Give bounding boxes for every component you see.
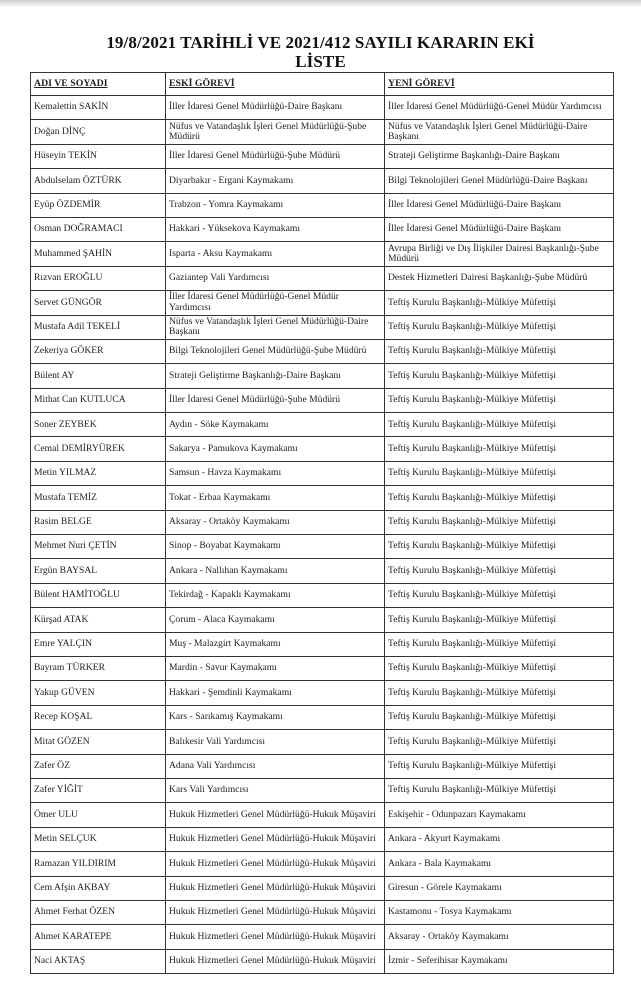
- cell-old-position: Hukuk Hizmetleri Genel Müdürlüğü-Hukuk Müşaviri: [166, 900, 385, 924]
- cell-old-position: Gaziantep Vali Yardımcısı: [166, 266, 385, 290]
- cell-new-position: Eskişehir - Odunpazarı Kaymakamı: [385, 803, 614, 827]
- cell-name: Muhammed ŞAHİN: [31, 242, 166, 266]
- table-row: [31, 364, 614, 388]
- cell-new-position: Ankara - Bala Kaymakamı: [385, 852, 614, 876]
- table-row: [31, 510, 614, 534]
- table-row: [31, 705, 614, 729]
- cell-name: Emre YALÇIN: [31, 632, 166, 656]
- cell-old-position: Bilgi Teknolojileri Genel Müdürlüğü-Şube Müdürü: [166, 339, 385, 363]
- header-old-position: ESKİ GÖREVİ: [166, 73, 385, 96]
- appointments-table: [30, 72, 614, 974]
- cell-old-position: Isparta - Aksu Kaymakamı: [166, 242, 385, 266]
- table-row: [31, 754, 614, 778]
- cell-old-position: Kars Vali Yardımcısı: [166, 778, 385, 802]
- cell-new-position: Teftiş Kurulu Başkanlığı-Mülkiye Müfettişi: [385, 364, 614, 388]
- cell-name: Rasim BELGE: [31, 510, 166, 534]
- cell-new-position: Teftiş Kurulu Başkanlığı-Mülkiye Müfettişi: [385, 291, 614, 315]
- table-row: [31, 193, 614, 217]
- cell-old-position: İller İdaresi Genel Müdürlüğü-Şube Müdürü: [166, 144, 385, 168]
- table-row: [31, 535, 614, 559]
- document-subtitle: LİSTE: [295, 52, 346, 71]
- table-row: [31, 608, 614, 632]
- cell-name: Doğan DİNÇ: [31, 120, 166, 144]
- cell-old-position: İller İdaresi Genel Müdürlüğü-Şube Müdürü: [166, 388, 385, 412]
- cell-name: Zafer ÖZ: [31, 754, 166, 778]
- cell-new-position: İller İdaresi Genel Müdürlüğü-Daire Başkanı: [385, 217, 614, 241]
- cell-name: Cem Afşin AKBAY: [31, 876, 166, 900]
- cell-old-position: Hukuk Hizmetleri Genel Müdürlüğü-Hukuk Müşaviri: [166, 949, 385, 973]
- table-row: [31, 315, 614, 339]
- table-row: [31, 778, 614, 802]
- cell-old-position: Hakkari - Şemdinli Kaymakamı: [166, 681, 385, 705]
- cell-old-position: Hukuk Hizmetleri Genel Müdürlüğü-Hukuk Müşaviri: [166, 827, 385, 851]
- cell-old-position: Ankara - Nallıhan Kaymakamı: [166, 559, 385, 583]
- cell-old-position: Adana Vali Yardımcısı: [166, 754, 385, 778]
- table-row: [31, 217, 614, 241]
- cell-new-position: Kastamonu - Tosya Kaymakamı: [385, 900, 614, 924]
- cell-name: Bülent AY: [31, 364, 166, 388]
- document-title: 19/8/2021 TARİHLİ VE 2021/412 SAYILI KARARIN EKİ: [106, 33, 535, 52]
- cell-name: Metin YILMAZ: [31, 461, 166, 485]
- cell-name: Mitat GÖZEN: [31, 730, 166, 754]
- cell-new-position: Teftiş Kurulu Başkanlığı-Mülkiye Müfettişi: [385, 315, 614, 339]
- cell-new-position: Ankara - Akyurt Kaymakamı: [385, 827, 614, 851]
- cell-old-position: Aydın - Söke Kaymakamı: [166, 413, 385, 437]
- cell-old-position: Sinop - Boyabat Kaymakamı: [166, 535, 385, 559]
- cell-new-position: İzmir - Seferihisar Kaymakamı: [385, 949, 614, 973]
- cell-new-position: Teftiş Kurulu Başkanlığı-Mülkiye Müfettişi: [385, 559, 614, 583]
- cell-old-position: Aksaray - Ortaköy Kaymakamı: [166, 510, 385, 534]
- cell-new-position: Teftiş Kurulu Başkanlığı-Mülkiye Müfettişi: [385, 705, 614, 729]
- cell-new-position: Teftiş Kurulu Başkanlığı-Mülkiye Müfettişi: [385, 388, 614, 412]
- table-row: [31, 96, 614, 120]
- cell-old-position: Hukuk Hizmetleri Genel Müdürlüğü-Hukuk Müşaviri: [166, 803, 385, 827]
- cell-new-position: Teftiş Kurulu Başkanlığı-Mülkiye Müfettişi: [385, 510, 614, 534]
- header-new-position: YENİ GÖREVİ: [385, 73, 614, 96]
- cell-name: Kürşad ATAK: [31, 608, 166, 632]
- table-row: [31, 559, 614, 583]
- table-row: [31, 339, 614, 363]
- cell-name: Abdulselam ÖZTÜRK: [31, 169, 166, 193]
- cell-old-position: Nüfus ve Vatandaşlık İşleri Genel Müdürlüğü-Şube Müdürü: [166, 120, 385, 144]
- cell-old-position: Balıkesir Vali Yardımcısı: [166, 730, 385, 754]
- table-row: [31, 291, 614, 315]
- table-row: [31, 656, 614, 680]
- cell-new-position: Teftiş Kurulu Başkanlığı-Mülkiye Müfettişi: [385, 730, 614, 754]
- cell-new-position: Teftiş Kurulu Başkanlığı-Mülkiye Müfettişi: [385, 656, 614, 680]
- table-row: [31, 681, 614, 705]
- cell-new-position: Bilgi Teknolojileri Genel Müdürlüğü-Daire Başkanı: [385, 169, 614, 193]
- cell-name: Eyüp ÖZDEMİR: [31, 193, 166, 217]
- table-row: [31, 461, 614, 485]
- cell-old-position: Çorum - Alaca Kaymakamı: [166, 608, 385, 632]
- cell-old-position: İller İdaresi Genel Müdürlüğü-Daire Başkanı: [166, 96, 385, 120]
- table-row: [31, 852, 614, 876]
- cell-name: Ergün BAYSAL: [31, 559, 166, 583]
- cell-new-position: Teftiş Kurulu Başkanlığı-Mülkiye Müfettişi: [385, 632, 614, 656]
- table-row: [31, 900, 614, 924]
- cell-old-position: Samsun - Havza Kaymakamı: [166, 461, 385, 485]
- cell-name: Naci AKTAŞ: [31, 949, 166, 973]
- cell-new-position: Teftiş Kurulu Başkanlığı-Mülkiye Müfettişi: [385, 339, 614, 363]
- header-name: ADI VE SOYADI: [31, 73, 166, 96]
- table-row: [31, 242, 614, 266]
- cell-new-position: Teftiş Kurulu Başkanlığı-Mülkiye Müfettişi: [385, 583, 614, 607]
- cell-name: Bülent HAMİTOĞLU: [31, 583, 166, 607]
- cell-new-position: Teftiş Kurulu Başkanlığı-Mülkiye Müfettişi: [385, 754, 614, 778]
- cell-name: Ahmet Ferhat ÖZEN: [31, 900, 166, 924]
- table-row: [31, 632, 614, 656]
- table-row: [31, 266, 614, 290]
- table-row: [31, 413, 614, 437]
- cell-new-position: Teftiş Kurulu Başkanlığı-Mülkiye Müfettişi: [385, 437, 614, 461]
- cell-name: Bayram TÜRKER: [31, 656, 166, 680]
- cell-new-position: Teftiş Kurulu Başkanlığı-Mülkiye Müfettişi: [385, 413, 614, 437]
- cell-new-position: Giresun - Görele Kaymakamı: [385, 876, 614, 900]
- table-row: [31, 827, 614, 851]
- cell-name: Servet GÜNGÖR: [31, 291, 166, 315]
- table-row: [31, 120, 614, 144]
- cell-name: Metin SELÇUK: [31, 827, 166, 851]
- cell-old-position: Hakkari - Yüksekova Kaymakamı: [166, 217, 385, 241]
- cell-name: Ramazan YILDIRIM: [31, 852, 166, 876]
- cell-old-position: Hukuk Hizmetleri Genel Müdürlüğü-Hukuk Müşaviri: [166, 925, 385, 949]
- cell-new-position: Destek Hizmetleri Dairesi Başkanlığı-Şube Müdürü: [385, 266, 614, 290]
- cell-name: Mustafa Adil TEKELİ: [31, 315, 166, 339]
- cell-new-position: Teftiş Kurulu Başkanlığı-Mülkiye Müfettişi: [385, 461, 614, 485]
- cell-old-position: Nüfus ve Vatandaşlık İşleri Genel Müdürlüğü-Daire Başkanı: [166, 315, 385, 339]
- cell-name: Zafer YİĞİT: [31, 778, 166, 802]
- cell-name: Rızvan EROĞLU: [31, 266, 166, 290]
- cell-name: Ahmet KARATEPE: [31, 925, 166, 949]
- table-row: [31, 583, 614, 607]
- cell-new-position: Aksaray - Ortaköy Kaymakamı: [385, 925, 614, 949]
- cell-new-position: Teftiş Kurulu Başkanlığı-Mülkiye Müfettişi: [385, 535, 614, 559]
- cell-old-position: Hukuk Hizmetleri Genel Müdürlüğü-Hukuk Müşaviri: [166, 852, 385, 876]
- cell-name: Mehmet Nuri ÇETİN: [31, 535, 166, 559]
- cell-name: Hüseyin TEKİN: [31, 144, 166, 168]
- cell-old-position: Diyarbakır - Ergani Kaymakamı: [166, 169, 385, 193]
- cell-new-position: Teftiş Kurulu Başkanlığı-Mülkiye Müfettişi: [385, 681, 614, 705]
- table-row: [31, 437, 614, 461]
- table-row: [31, 925, 614, 949]
- cell-old-position: Sakarya - Pamukova Kaymakamı: [166, 437, 385, 461]
- cell-old-position: Trabzon - Yomra Kaymakamı: [166, 193, 385, 217]
- cell-new-position: Teftiş Kurulu Başkanlığı-Mülkiye Müfettişi: [385, 486, 614, 510]
- cell-name: Mithat Can KUTLUCA: [31, 388, 166, 412]
- table-row: [31, 730, 614, 754]
- cell-name: Mustafa TEMİZ: [31, 486, 166, 510]
- cell-old-position: Tokat - Erbaa Kaymakamı: [166, 486, 385, 510]
- cell-old-position: Hukuk Hizmetleri Genel Müdürlüğü-Hukuk Müşaviri: [166, 876, 385, 900]
- cell-name: Kemalettin SAKİN: [31, 96, 166, 120]
- cell-new-position: Teftiş Kurulu Başkanlığı-Mülkiye Müfettişi: [385, 778, 614, 802]
- cell-name: Ömer ULU: [31, 803, 166, 827]
- table-row: [31, 949, 614, 973]
- cell-old-position: Tekirdağ - Kapaklı Kaymakamı: [166, 583, 385, 607]
- cell-name: Osman DOĞRAMACI: [31, 217, 166, 241]
- cell-old-position: Mardin - Savur Kaymakamı: [166, 656, 385, 680]
- cell-new-position: Avrupa Birliği ve Dış İlişkiler Dairesi Başkanlığı-Şube Müdürü: [385, 242, 614, 266]
- cell-name: Zekeriya GÖKER: [31, 339, 166, 363]
- table-row: [31, 876, 614, 900]
- cell-name: Yakup GÜVEN: [31, 681, 166, 705]
- cell-new-position: Teftiş Kurulu Başkanlığı-Mülkiye Müfettişi: [385, 608, 614, 632]
- cell-name: Recep KOŞAL: [31, 705, 166, 729]
- table-row: [31, 144, 614, 168]
- cell-name: Cemal DEMİRYÜREK: [31, 437, 166, 461]
- cell-old-position: Kars - Sarıkamış Kaymakamı: [166, 705, 385, 729]
- cell-name: Soner ZEYBEK: [31, 413, 166, 437]
- scan-top-edge: [0, 0, 641, 6]
- table-row: [31, 388, 614, 412]
- cell-new-position: İller İdaresi Genel Müdürlüğü-Genel Müdür Yardımcısı: [385, 96, 614, 120]
- table-row: [31, 486, 614, 510]
- table-row: [31, 803, 614, 827]
- table-row: [31, 169, 614, 193]
- cell-old-position: İller İdaresi Genel Müdürlüğü-Genel Müdür Yardımcısı: [166, 291, 385, 315]
- cell-old-position: Strateji Geliştirme Başkanlığı-Daire Başkanı: [166, 364, 385, 388]
- table-header-row: [31, 73, 614, 96]
- cell-old-position: Muş - Malazgirt Kaymakamı: [166, 632, 385, 656]
- cell-new-position: İller İdaresi Genel Müdürlüğü-Daire Başkanı: [385, 193, 614, 217]
- cell-new-position: Nüfus ve Vatandaşlık İşleri Genel Müdürlüğü-Daire Başkanı: [385, 120, 614, 144]
- cell-new-position: Strateji Geliştirme Başkanlığı-Daire Başkanı: [385, 144, 614, 168]
